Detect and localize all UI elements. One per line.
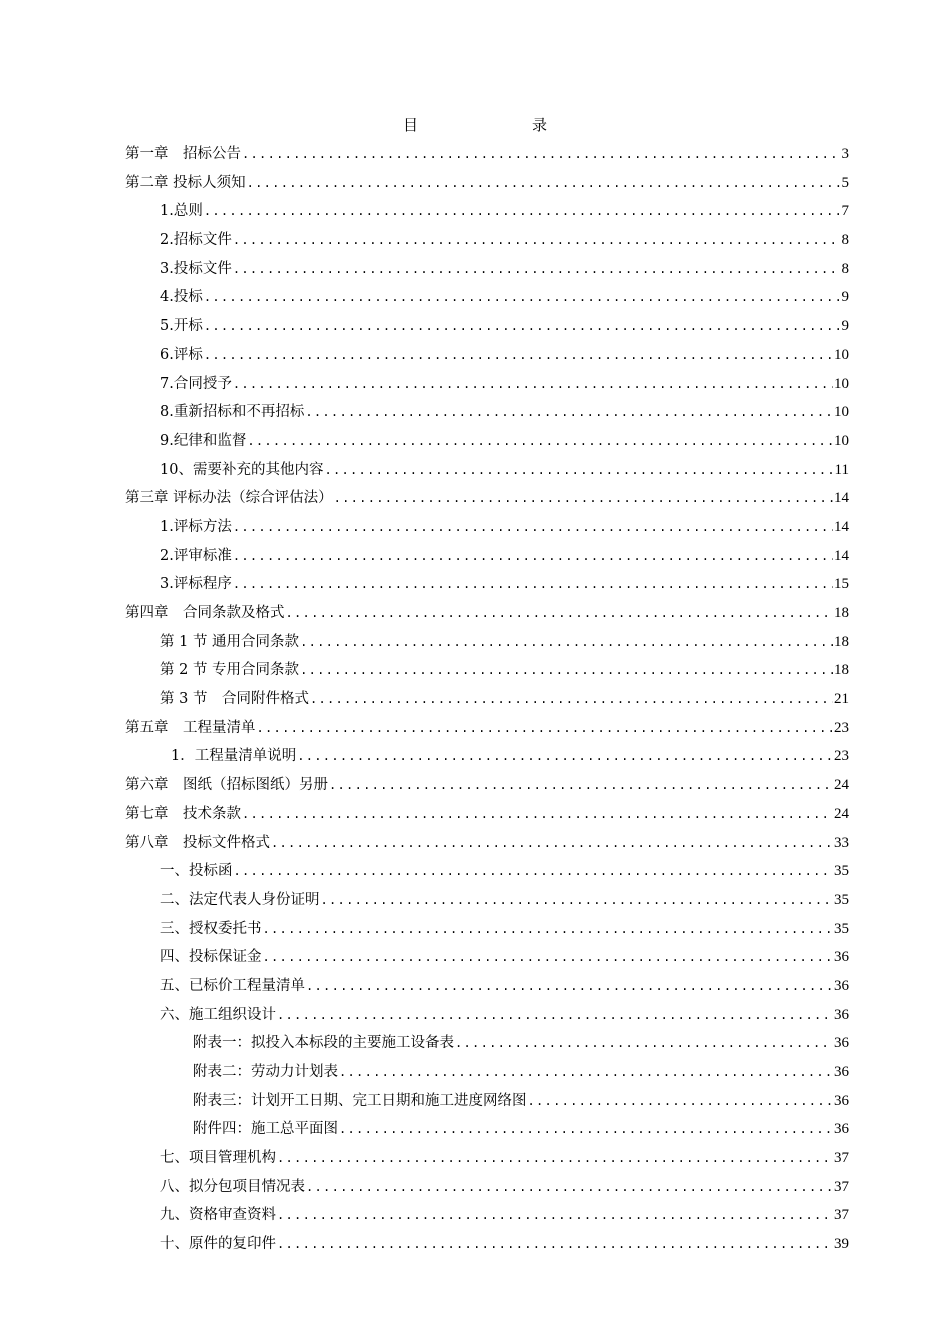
toc-entry-label: 1．工程量清单说明	[171, 748, 297, 765]
toc-entry[interactable]	[125, 800, 849, 829]
toc-entry-label: 第六章 图纸（招标图纸）另册	[125, 777, 328, 794]
toc-entry[interactable]	[125, 886, 849, 915]
toc-entry-label: 1.评标方法	[160, 518, 232, 535]
toc-entry-label: 4.投标	[160, 289, 203, 306]
toc-entry[interactable]	[125, 197, 849, 226]
toc-entry[interactable]	[125, 1144, 849, 1173]
toc-page-number: 37	[834, 1178, 849, 1195]
toc-dot-leader	[204, 312, 841, 341]
toc-entry-label: 10、需要补充的其他内容	[160, 461, 324, 478]
toc-dot-leader	[271, 829, 833, 858]
toc-entry[interactable]	[125, 484, 849, 513]
toc-page-number: 36	[834, 1035, 849, 1052]
toc-entry[interactable]	[125, 656, 849, 685]
toc-dot-leader	[277, 1144, 833, 1173]
toc-dot-leader	[242, 800, 833, 829]
toc-page-number: 3	[841, 146, 849, 162]
toc-entry[interactable]	[125, 599, 849, 628]
toc-entry[interactable]	[125, 1029, 849, 1058]
toc-entry-label: 第三章 评标办法（综合评估法）	[125, 490, 333, 507]
toc-dot-leader	[277, 1201, 833, 1230]
toc-dot-leader	[528, 1087, 834, 1116]
toc-entry[interactable]	[125, 341, 849, 370]
toc-entry[interactable]	[125, 427, 849, 456]
toc-entry-label: 9.纪律和监督	[160, 432, 247, 449]
toc-page-number: 24	[834, 777, 849, 794]
toc-entry[interactable]	[125, 255, 849, 284]
toc-entry-label: 第八章 投标文件格式	[125, 834, 270, 851]
toc-page-number: 36	[834, 1006, 849, 1023]
toc-page-number: 10	[834, 346, 849, 363]
toc-entry[interactable]	[125, 370, 849, 399]
toc-dot-leader	[339, 1058, 833, 1087]
toc-entry-label: 第 1 节 通用合同条款	[160, 633, 300, 650]
toc-dot-leader	[306, 972, 833, 1001]
toc-page-number: 18	[834, 605, 849, 621]
toc-entry[interactable]	[125, 283, 849, 312]
toc-dot-leader	[233, 570, 833, 599]
toc-dot-leader	[277, 1230, 833, 1259]
toc-entry[interactable]	[125, 1173, 849, 1202]
toc-entry-label: 附件四：施工总平面图	[193, 1121, 338, 1138]
toc-entry-label: 第四章 合同条款及格式	[125, 605, 285, 621]
toc-entry[interactable]	[125, 685, 849, 714]
toc-entry-label: 三、授权委托书	[160, 920, 262, 937]
toc-entry[interactable]	[125, 1230, 849, 1259]
toc-page-number: 24	[834, 805, 849, 822]
toc-dot-leader	[329, 771, 833, 800]
toc-entry[interactable]	[125, 398, 849, 427]
toc-entry[interactable]	[125, 169, 849, 198]
toc-page-number: 8	[841, 260, 849, 277]
toc-entry[interactable]	[125, 628, 849, 657]
toc-dot-leader	[297, 742, 833, 771]
toc-page-number: 9	[841, 318, 849, 335]
toc-page-number: 35	[834, 891, 849, 908]
toc-entry-label: 附表三：计划开工日期、完工日期和施工进度网络图	[193, 1092, 527, 1109]
toc-dot-leader	[300, 656, 833, 685]
toc-entry-label: 1.总则	[160, 203, 203, 220]
toc-entry-label: 第 2 节 专用合同条款	[160, 662, 300, 679]
toc-page-number: 37	[834, 1207, 849, 1224]
toc-dot-leader	[242, 140, 841, 169]
toc-page-number: 23	[834, 719, 849, 736]
toc-dot-leader	[300, 628, 833, 657]
toc-entry-label: 附表二：劳动力计划表	[193, 1064, 338, 1080]
toc-page-number: 36	[834, 977, 849, 994]
toc-page-number: 10	[834, 375, 849, 392]
toc-page-number: 18	[834, 633, 849, 650]
toc-page-number: 10	[834, 432, 849, 449]
toc-page-number: 10	[834, 404, 849, 421]
toc-dot-leader	[204, 341, 833, 370]
toc-entry-label: 六、施工组织设计	[160, 1006, 276, 1023]
toc-dot-leader	[339, 1115, 833, 1144]
toc-entry[interactable]	[125, 972, 849, 1001]
toc-entry[interactable]	[125, 829, 849, 858]
toc-dot-leader	[233, 226, 841, 255]
toc-entry-label: 四、投标保证金	[160, 949, 262, 966]
toc-dot-leader	[233, 370, 833, 399]
toc-page-number: 36	[834, 1121, 849, 1138]
toc-entry[interactable]	[125, 915, 849, 944]
toc-dot-leader	[321, 886, 834, 915]
toc-dot-leader	[247, 169, 841, 198]
toc-entry-label: 8.重新招标和不再招标	[160, 404, 305, 421]
toc-page-number: 36	[834, 949, 849, 966]
toc-entry-label: 五、已标价工程量清单	[160, 977, 305, 994]
toc-page-number: 11	[834, 461, 849, 478]
toc-entry[interactable]	[125, 1087, 849, 1116]
toc-entry[interactable]	[125, 140, 849, 169]
toc-dot-leader	[277, 1001, 833, 1030]
toc-page-number: 14	[834, 490, 849, 507]
toc-entry-label: 6.评标	[160, 346, 203, 363]
toc-entry-label: 第五章 工程量清单	[125, 719, 256, 736]
toc-entry[interactable]	[125, 513, 849, 542]
toc-entry[interactable]	[125, 943, 849, 972]
toc-entry[interactable]	[125, 742, 849, 771]
toc-page-number: 14	[834, 518, 849, 535]
toc-dot-leader	[286, 599, 834, 628]
toc-page-number: 39	[834, 1236, 849, 1253]
toc-dot-leader	[257, 714, 834, 743]
toc-title: 目 录	[402, 116, 575, 134]
toc-entry-label: 一、投标函	[160, 863, 233, 880]
toc-page-number: 21	[834, 691, 849, 708]
toc-dot-leader	[247, 427, 833, 456]
toc-page-number: 8	[841, 232, 849, 249]
toc-dot-leader	[204, 283, 841, 312]
toc-entry[interactable]	[125, 1001, 849, 1030]
toc-dot-leader	[305, 398, 833, 427]
toc-entry[interactable]	[125, 714, 849, 743]
toc-page-number: 5	[841, 174, 849, 191]
toc-page-number: 35	[834, 863, 849, 880]
toc-entry-label: 七、项目管理机构	[160, 1150, 276, 1167]
toc-page-number: 7	[841, 203, 849, 220]
toc-dot-leader	[306, 1173, 833, 1202]
toc-page-number: 37	[834, 1150, 849, 1167]
toc-entry[interactable]	[125, 226, 849, 255]
toc-entry[interactable]	[125, 570, 849, 599]
toc-dot-leader	[334, 484, 833, 513]
toc-dot-leader	[310, 685, 833, 714]
toc-entry-label: 2.评审标准	[160, 547, 232, 564]
toc-entry[interactable]	[125, 456, 849, 485]
toc-dot-leader	[263, 915, 834, 944]
toc-page-number: 9	[841, 289, 849, 306]
toc-entry-label: 7.合同授予	[160, 375, 232, 392]
toc-entry[interactable]	[125, 1201, 849, 1230]
toc-entry-label: 5.开标	[160, 318, 203, 335]
toc-entry[interactable]	[125, 312, 849, 341]
toc-entry[interactable]	[125, 1115, 849, 1144]
toc-entry-label: 第二章 投标人须知	[125, 174, 246, 191]
toc-entry-label: 3.评标程序	[160, 576, 232, 593]
toc-entry[interactable]	[125, 1058, 849, 1087]
toc-entry[interactable]	[125, 542, 849, 571]
toc-page-number: 14	[834, 547, 849, 564]
toc-page-number: 33	[834, 834, 849, 851]
toc-page-number: 36	[834, 1064, 849, 1080]
toc-dot-leader	[204, 197, 841, 226]
toc-entry-label: 第 3 节 合同附件格式	[160, 691, 309, 708]
toc-entry-label: 十、原件的复印件	[160, 1236, 276, 1253]
table-of-contents	[125, 140, 849, 1259]
toc-page-number: 18	[834, 662, 849, 679]
toc-entry-label: 九、资格审查资料	[160, 1207, 276, 1224]
toc-entry[interactable]	[125, 771, 849, 800]
toc-dot-leader	[233, 513, 833, 542]
toc-dot-leader	[233, 542, 833, 571]
toc-dot-leader	[233, 255, 841, 284]
toc-entry-label: 第七章 技术条款	[125, 805, 241, 822]
toc-page-number: 23	[834, 748, 849, 765]
toc-dot-leader	[455, 1029, 833, 1058]
toc-page-number: 15	[834, 576, 849, 593]
toc-entry-label: 八、拟分包项目情况表	[160, 1178, 305, 1195]
toc-entry-label: 2.招标文件	[160, 232, 232, 249]
toc-entry-label: 3.投标文件	[160, 260, 232, 277]
toc-entry-label: 第一章 招标公告	[125, 146, 241, 162]
toc-entry-label: 二、法定代表人身份证明	[160, 891, 320, 908]
toc-dot-leader	[263, 943, 834, 972]
toc-dot-leader	[324, 456, 833, 485]
toc-entry[interactable]	[125, 857, 849, 886]
toc-page-number: 36	[834, 1092, 849, 1109]
toc-dot-leader	[234, 857, 834, 886]
toc-entry-label: 附表一：拟投入本标段的主要施工设备表	[193, 1035, 454, 1052]
toc-page-number: 35	[834, 920, 849, 937]
